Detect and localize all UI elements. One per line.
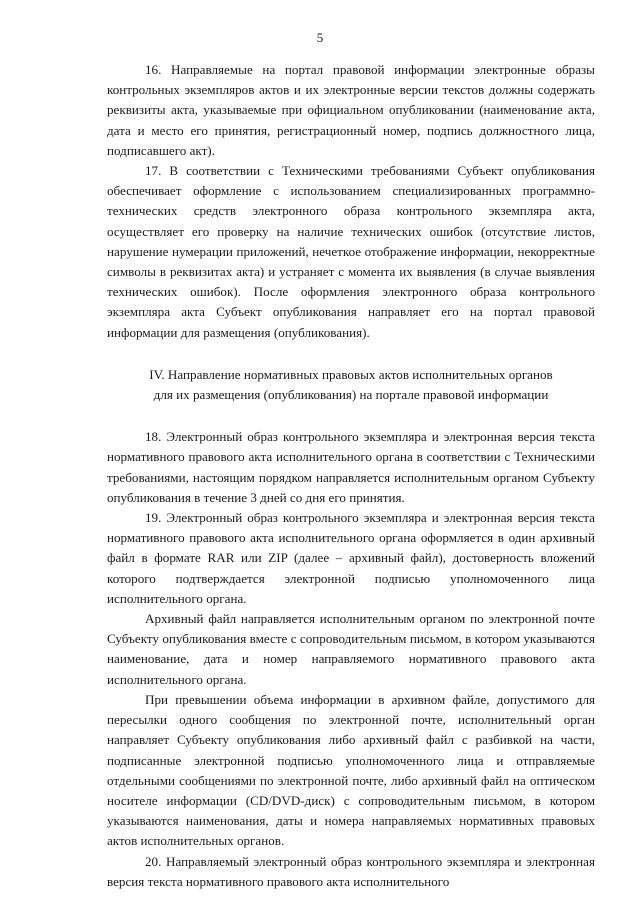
paragraph-20: 20. Направляемый электронный образ контрольного экземпляра и электронная версия текста нормативного правового акта исполнительного bbox=[107, 853, 595, 889]
paragraph-19: 19. Электронный образ контрольного экземпляра и электронная версия текста нормативного правового акта исполнительного органа оформляется в один архивный файл в формате RAR или ZIP (далее – архивный файл), достоверность вложений которого подтверждается электронной подписью уполномоченного лица исполнительного органа. bbox=[107, 510, 595, 606]
page-number: 5 bbox=[316, 30, 324, 45]
section-heading: IV. Направление нормативных правовых актов исполнительных органов для их размещения (опубликования) на портале правовой информации bbox=[149, 366, 553, 403]
document-body bbox=[107, 60, 595, 892]
paragraph-archive-file: Архивный файл направляется исполнительным органом по электронной почте Субъекту опубликования вместе с сопроводительным письмом, в котором указываются наименование, дата и номер направляемого нормативного правового акта исполнительного органа. bbox=[107, 611, 595, 687]
paragraph-18: 18. Электронный образ контрольного экземпляра и электронная версия текста нормативного правового акта исполнительного органа в соответствии с Техническими требованиями, настоящим порядком направляется исполнительным органом Субъекту опубликования в течение 3 дней со дня его принятия. bbox=[107, 429, 595, 505]
paragraph-size-limit: При превышении объема информации в архивном файле, допустимого для пересылки одного сообщения по электронной почте, исполнительный орган направляет Субъекту опубликования либо архивный файл с разбивкой на части, подписанные электронной подписью уполномоченного лица и отправляемые отдельными сообщениями по электронной почте, либо архивный файл на оптическом носителе информации (CD/DVD-диск) с сопроводительным письмом, в котором указываются наименования, даты и номера направляемых нормативных правовых актов исполнительных органов. bbox=[107, 691, 595, 849]
paragraph-17: 17. В соответствии с Техническими требованиями Субъект опубликования обеспечивает оформление с использованием специализированных программно-технических средств электронного образа контрольного экземпляра акта, осуществляет его проверку на наличие технических ошибок (отсутствие листов, нарушение нумерации приложений, нечеткое отображение информации, некорректные символы в реквизитах акта) и устраняет с момента их выявления (в случае выявления технических ошибок). После оформления электронного образа контрольного экземпляра акта Субъект опубликования направляет его на портал правовой информации для размещения (опубликования). bbox=[107, 163, 595, 340]
paragraph-16: 16. Направляемые на портал правовой информации электронные образы контрольных экземпляров актов и их электронные версии текстов должны содержать реквизиты акта, указываемые при официальном опубликовании (наименование акта, дата и место его принятия, регистрационный номер, подпись должностного лица, подписавшего акт). bbox=[107, 62, 595, 158]
